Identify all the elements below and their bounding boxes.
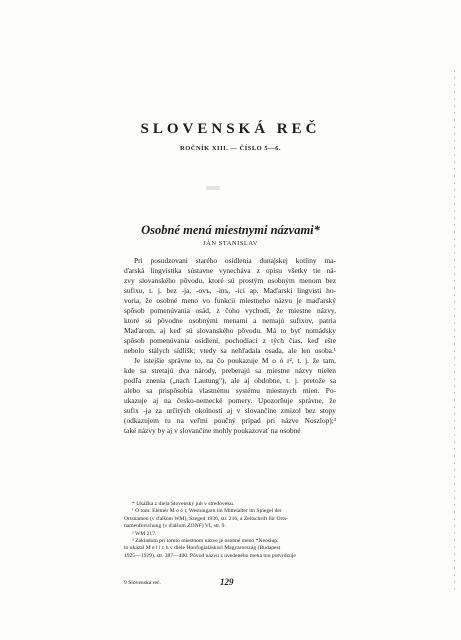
footnote-line: ² WM 217. (132, 530, 157, 537)
body-line: Je istejšie správne to, na čo poukazuje M o ó r², t. j. že tam, (134, 356, 336, 365)
footnote-line: ¹ O tom: Elemér M o ó r, Westungarn im Mittelalter im Spiegel der (132, 508, 282, 515)
body-line: také názvy by aj v slovančine mohly poukazovať na osobné (124, 426, 301, 435)
body-line: ukazuje aj na česko-nemecké pomery. Upozorňuje správne, že (124, 396, 336, 405)
body-line: voria, že osobné meno vo funkcii miestneho názvu je maďarský (124, 296, 336, 305)
footnote-line: 1925—1929), str. 387—400. Pôvod názvu z uvedeného mena mu potvrdzuje (124, 552, 296, 559)
footer-signature: 9 Slovenská reč. (124, 580, 161, 586)
body-line: ďarská lingvistika sústavne vynecháva z opisu všetky tie ná- (124, 266, 336, 275)
journal-title: SLOVENSKÁ REČ (140, 121, 321, 137)
body-line: Pri posudzovaní starého osídlenia dunajskej kotliny ma- (134, 256, 336, 265)
article-body (124, 256, 336, 436)
body-line: spôsob pomenúvania osídlení, pochodiaci z tých čias, keď ešte (124, 336, 336, 345)
footnote-line: ³ Základom pri tomto miestnom názve je osobné meno *Neoslup; (132, 538, 279, 545)
body-line: podľa znenia („nach Lautung"), ale aj obdobne, t. j. pretože sa (124, 376, 336, 385)
footnote-line: Ortsnamen (v ďalšom WM), Szeged 1936, str. 216, a Zeitschrift für Orts- (124, 515, 288, 522)
footnote-line: * Ukážka z diela Slovenský juh v stredoveku. (132, 501, 235, 507)
footnotes (124, 501, 336, 560)
body-line: zvy slovanského pôvodu, ktoré sú prostým osobným menom bez (124, 276, 336, 285)
article-author: JÁN STANISLAV (203, 240, 258, 247)
footnote-line: to ukázal M e l i c h v diele Honfoglaláskori Magyarország (Budapest (124, 545, 281, 552)
body-line: alebo sa prispôsobia vlastnému systému miestnych mien. Po- (124, 386, 336, 395)
journal-issue: ROČNÍK XIII. — ČÍSLO 5—6. (180, 145, 281, 152)
body-line: (odkazujem tu na veľmi poučný prípad pri názve Noszlop);³ (124, 416, 336, 425)
footnote-line: namenforschung (v ďalšom ZONF) VI, str. 9. (124, 523, 226, 530)
body-line: sufixu, t. j. bez -ja, -ovъ, -inъ, -ici ap. Maďarskí lingvisti ho- (124, 286, 336, 295)
scan-smudge (206, 186, 220, 190)
body-line: kde sa stretajú dva národy, preberajú sa miestne názvy nielen (124, 366, 336, 375)
body-line: sufix -ja za určitých okolností aj v slovančine zmizol bez stopy (124, 406, 336, 415)
body-line: Maďarom, aj keď sú slovanského pôvodu. Má to byť nomádsky (124, 326, 336, 335)
body-line: nebolo stálych sídlišk; vtedy sa nehľadala osada, ale len osoba.¹ (124, 346, 336, 355)
body-line: spôsob pomenúvania osád, z čoho vychodí, že miestne názvy, (124, 306, 336, 315)
body-line: ktoré sú pôvodne osobnými menami a nemajú sufixov, patria (124, 316, 336, 325)
article-title: Osobné mená miestnymi názvami* (141, 223, 320, 237)
page-number: 129 (220, 577, 234, 587)
